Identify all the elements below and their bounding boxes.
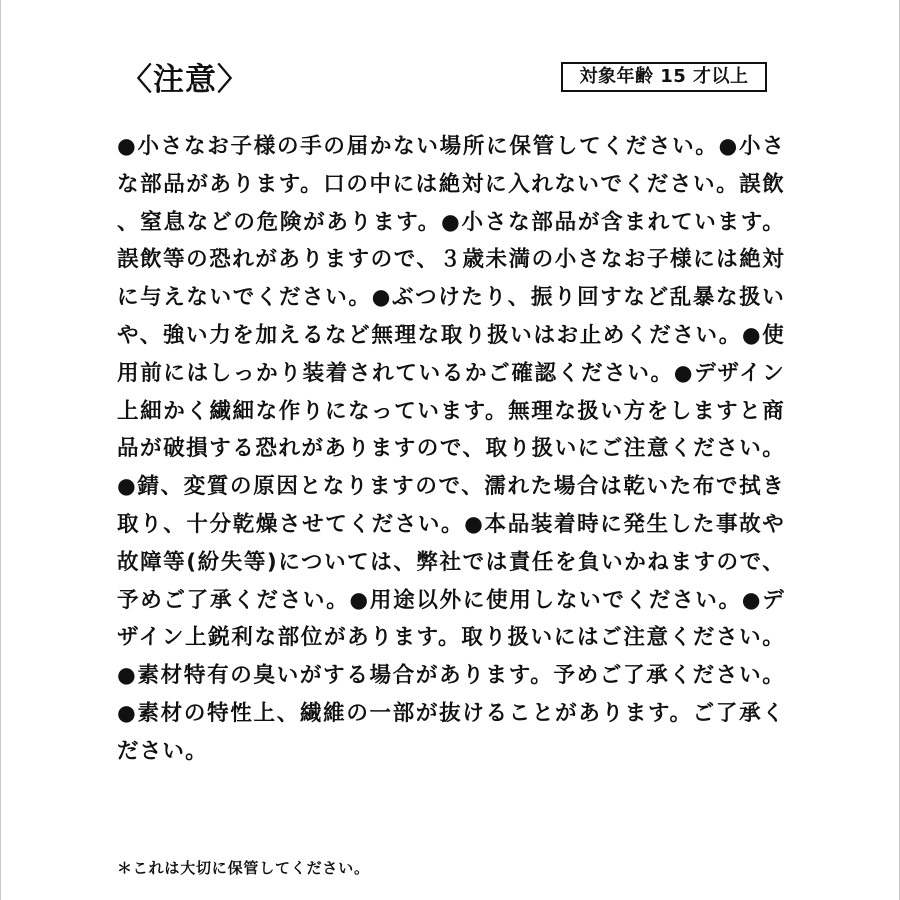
age-rating-badge: 対象年齢 15 才以上 — [561, 62, 767, 92]
page-title: 〈注意〉 — [121, 62, 249, 98]
footnote: ＊これは大切に保管してください。 — [117, 859, 370, 877]
warning-text: ●小さなお子様の手の届かない場所に保管してください。●小さな部品があります。口の中には絶対に入れないでください。誤飲、窒息などの危険があります。●小さな部品が含まれています。誤飲等の恐れがありますので、３歳未満の小さなお子様には絶対に与えないでください。●ぶつけたり、振り回すなど乱暴な扱いや、強い力を加えるなど無理な取り扱いはお止めください。●使用前にはしっかり装着されているかご確認ください。●デザイン上細かく繊細な作りになっています。無理な扱い方をしますと商品が破損する恐れがありますので、取り扱いにご注意ください。●錆、変質の原因となりますので、濡れた場合は乾いた布で拭き取り、十分乾燥させてください。●本品装着時に発生した事故や故障等(紛失等)については、弊社では責任を負いかねますので、予めご了承ください。●用途以外に使用しないでください。●デザイン上鋭利な部位があります。取り扱いにはご注意ください。●素材特有の臭いがする場合があります。予めご了承ください。●素材の特性上、繊維の一部が抜けることがあります。ご了承ください。 — [117, 134, 785, 764]
